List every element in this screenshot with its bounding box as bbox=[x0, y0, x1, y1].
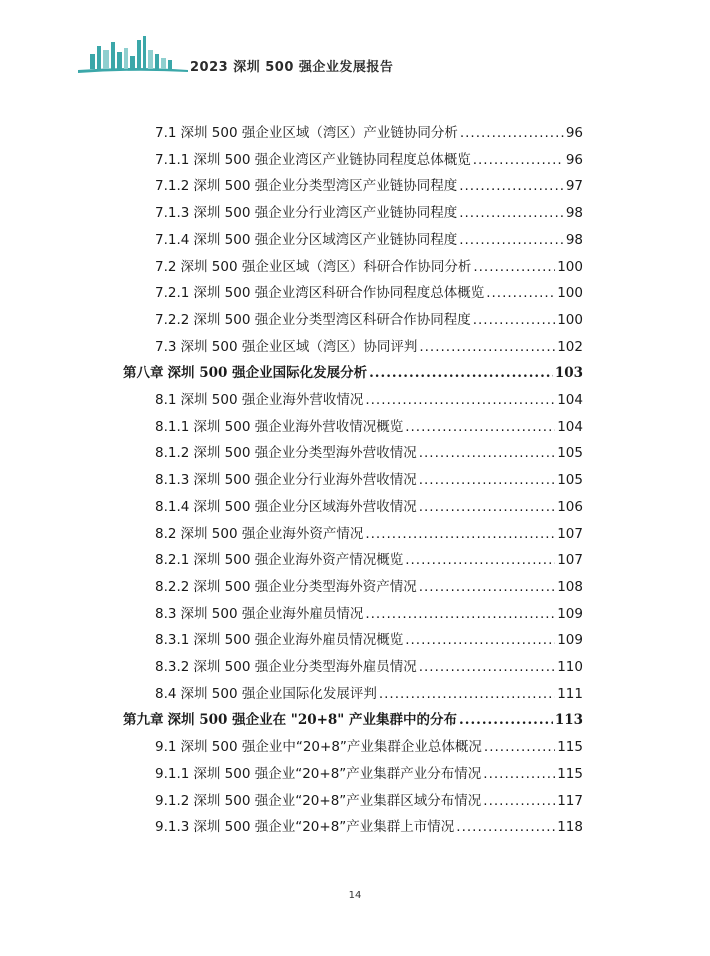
toc-entry-number: 9.1.2 bbox=[155, 792, 190, 809]
toc-entry-title: 深圳 500 强企业湾区科研合作协同程度总体概览 bbox=[193, 285, 485, 302]
toc-entry[interactable] bbox=[155, 176, 583, 196]
toc-entry-page: 115 bbox=[557, 765, 583, 782]
toc-dot-leader bbox=[419, 497, 556, 517]
toc-entry-number: 8.1.2 bbox=[155, 445, 190, 462]
toc-dot-leader bbox=[419, 657, 556, 677]
toc-dot-leader bbox=[486, 283, 555, 303]
page-number: 14 bbox=[348, 890, 362, 901]
toc-entry-number: 8.3 bbox=[155, 605, 177, 622]
toc-entry[interactable] bbox=[155, 337, 583, 357]
toc-dot-leader bbox=[419, 577, 556, 597]
toc-entry-page: 96 bbox=[565, 125, 583, 141]
toc-entry-page: 117 bbox=[557, 792, 583, 809]
toc-entry[interactable] bbox=[155, 737, 583, 757]
toc-dot-leader bbox=[473, 310, 556, 330]
toc-entry[interactable] bbox=[155, 550, 583, 570]
toc-entry-title: 深圳 500 强企业分类型海外雇员情况 bbox=[193, 659, 417, 675]
toc-dot-leader bbox=[460, 123, 564, 143]
toc-entry-number: 7.1.4 bbox=[155, 231, 190, 248]
toc-entry[interactable] bbox=[155, 791, 583, 811]
toc-entry-page: 103 bbox=[554, 365, 583, 382]
toc-entry-page: 105 bbox=[557, 472, 583, 489]
toc-entry-number: 7.3 bbox=[155, 338, 177, 355]
toc-entry-title: 深圳 500 强企业分行业海外营收情况 bbox=[193, 472, 417, 489]
toc-entry-page: 108 bbox=[557, 578, 583, 595]
toc-entry-number: 8.3.2 bbox=[155, 659, 190, 675]
toc-entry-title: 深圳 500 强企业国际化发展分析 bbox=[167, 365, 368, 382]
toc-entry[interactable] bbox=[155, 443, 583, 463]
toc-entry-number: 8.2.1 bbox=[155, 552, 190, 569]
toc-entry-number: 8.2 bbox=[155, 525, 177, 542]
toc-entry[interactable] bbox=[155, 390, 583, 410]
toc-entry-page: 107 bbox=[557, 552, 583, 569]
toc-entry-number: 7.2.2 bbox=[155, 311, 190, 328]
toc-entry-number: 第九章 bbox=[123, 712, 164, 729]
toc-dot-leader bbox=[419, 337, 555, 357]
toc-entry-page: 118 bbox=[557, 819, 583, 836]
toc-dot-leader bbox=[483, 764, 555, 784]
toc-entry-number: 9.1 bbox=[155, 739, 177, 756]
toc-entry-page: 107 bbox=[557, 525, 583, 542]
toc-entry-title: 深圳 500 强企业分区域湾区产业链协同程度 bbox=[193, 231, 458, 248]
report-title: 2023 深圳 500 强企业发展报告 bbox=[190, 60, 394, 75]
toc-entry-page: 109 bbox=[557, 632, 583, 649]
toc-entry-page: 102 bbox=[557, 338, 583, 355]
toc-dot-leader bbox=[459, 230, 564, 250]
toc-entry-number: 9.1.3 bbox=[155, 819, 190, 836]
toc-entry[interactable] bbox=[155, 203, 583, 223]
toc-entry[interactable] bbox=[155, 150, 583, 170]
toc-entry-page: 110 bbox=[557, 659, 583, 675]
toc-entry-title: 深圳 500 强企业在 "20+8" 产业集群中的分布 bbox=[167, 712, 458, 729]
toc-entry-number: 7.1 bbox=[155, 125, 177, 141]
toc-entry[interactable] bbox=[155, 230, 583, 250]
toc-dot-leader bbox=[419, 443, 556, 463]
toc-entry-title: 深圳 500 强企业湾区产业链协同程度总体概览 bbox=[193, 151, 471, 168]
toc-entry-number: 8.1.4 bbox=[155, 498, 190, 515]
toc-dot-leader bbox=[365, 524, 555, 544]
toc-entry[interactable] bbox=[155, 630, 583, 650]
toc-entry[interactable] bbox=[155, 123, 583, 143]
toc-entry-number: 7.1.1 bbox=[155, 151, 190, 168]
toc-entry-number: 7.1.3 bbox=[155, 205, 190, 222]
toc-entry-number: 7.1.2 bbox=[155, 178, 190, 195]
toc-dot-leader bbox=[483, 791, 555, 811]
toc-entry-title: 深圳 500 强企业区域（湾区）协同评判 bbox=[180, 338, 418, 355]
toc-entry-title: 深圳 500 强企业分类型湾区科研合作协同程度 bbox=[193, 311, 471, 328]
toc-entry[interactable] bbox=[155, 257, 583, 277]
toc-entry-title: 深圳 500 强企业中“20+8”产业集群企业总体概况 bbox=[180, 739, 482, 756]
toc-dot-leader bbox=[365, 604, 555, 624]
toc-dot-leader bbox=[473, 257, 555, 277]
toc-dot-leader bbox=[369, 363, 553, 383]
toc-entry[interactable] bbox=[155, 310, 583, 330]
toc-entry-number: 8.3.1 bbox=[155, 632, 190, 649]
toc-entry[interactable] bbox=[155, 577, 583, 597]
toc-entry-number: 8.2.2 bbox=[155, 578, 190, 595]
toc-entry[interactable] bbox=[155, 497, 583, 517]
toc-dot-leader bbox=[459, 203, 564, 223]
toc-entry-page: 111 bbox=[557, 685, 583, 702]
toc-dot-leader bbox=[405, 550, 555, 570]
toc-entry[interactable] bbox=[155, 657, 583, 677]
toc-entry-title: 深圳 500 强企业区域（湾区）产业链协同分析 bbox=[180, 125, 458, 141]
toc-dot-leader bbox=[473, 150, 564, 170]
toc-entry-number: 第八章 bbox=[123, 365, 164, 382]
toc-entry-title: 深圳 500 强企业分类型海外资产情况 bbox=[193, 578, 417, 595]
toc-dot-leader bbox=[405, 630, 555, 650]
toc-dot-leader bbox=[484, 737, 555, 757]
toc-entry-title: 深圳 500 强企业分区域海外营收情况 bbox=[193, 498, 417, 515]
toc-dot-leader bbox=[419, 470, 556, 490]
toc-entry[interactable] bbox=[155, 417, 583, 437]
toc-chapter-entry[interactable] bbox=[123, 710, 583, 730]
toc-entry-page: 98 bbox=[565, 231, 583, 248]
toc-entry-number: 8.1.1 bbox=[155, 418, 190, 435]
toc-dot-leader bbox=[459, 176, 564, 196]
toc-dot-leader bbox=[405, 417, 555, 437]
toc-entry-page: 109 bbox=[557, 605, 583, 622]
toc-entry-title: 深圳 500 强企业海外雇员情况 bbox=[180, 605, 364, 622]
toc-entry[interactable] bbox=[155, 524, 583, 544]
toc-entry-title: 深圳 500 强企业海外营收情况 bbox=[180, 392, 364, 408]
toc-entry-title: 深圳 500 强企业分行业湾区产业链协同程度 bbox=[193, 205, 458, 222]
toc-entry-page: 106 bbox=[557, 498, 583, 515]
toc-dot-leader bbox=[365, 390, 555, 410]
toc-entry-page: 98 bbox=[565, 205, 583, 222]
toc-entry-page: 105 bbox=[557, 445, 583, 462]
toc-entry-page: 100 bbox=[557, 258, 583, 275]
toc-entry-title: 深圳 500 强企业分类型湾区产业链协同程度 bbox=[193, 178, 458, 195]
toc-entry[interactable] bbox=[155, 604, 583, 624]
toc-entry-title: 深圳 500 强企业国际化发展评判 bbox=[180, 685, 377, 702]
toc-entry[interactable] bbox=[155, 470, 583, 490]
toc-entry[interactable] bbox=[155, 764, 583, 784]
toc-entry-number: 8.1 bbox=[155, 392, 177, 408]
toc-entry-title: 深圳 500 强企业海外资产情况概览 bbox=[193, 552, 404, 569]
toc-entry[interactable] bbox=[155, 283, 583, 303]
toc-entry-page: 104 bbox=[557, 418, 583, 435]
toc-dot-leader bbox=[459, 710, 553, 730]
toc-entry-title: 深圳 500 强企业“20+8”产业集群上市情况 bbox=[193, 819, 455, 836]
toc-entry-title: 深圳 500 强企业“20+8”产业集群产业分布情况 bbox=[193, 765, 482, 782]
toc-dot-leader bbox=[379, 684, 555, 704]
toc-dot-leader bbox=[456, 817, 555, 837]
toc-entry-number: 8.4 bbox=[155, 685, 177, 702]
toc-entry-number: 7.2 bbox=[155, 258, 177, 275]
toc-entry-title: 深圳 500 强企业分类型海外营收情况 bbox=[193, 445, 417, 462]
toc-entry-page: 100 bbox=[557, 311, 583, 328]
toc-entry[interactable] bbox=[155, 684, 583, 704]
toc-entry-title: 深圳 500 强企业区域（湾区）科研合作协同分析 bbox=[180, 258, 472, 275]
toc-entry-title: 深圳 500 强企业海外雇员情况概览 bbox=[193, 632, 404, 649]
toc-entry[interactable] bbox=[155, 817, 583, 837]
toc-entry-number: 7.2.1 bbox=[155, 285, 190, 302]
toc-entry-page: 96 bbox=[565, 151, 583, 168]
toc-entry-title: 深圳 500 强企业海外资产情况 bbox=[180, 525, 364, 542]
toc-entry-page: 115 bbox=[557, 739, 583, 756]
toc-entry-page: 100 bbox=[557, 285, 583, 302]
toc-entry-title: 深圳 500 强企业海外营收情况概览 bbox=[193, 418, 404, 435]
toc-entry-page: 97 bbox=[565, 178, 583, 195]
toc-entry-number: 8.1.3 bbox=[155, 472, 190, 489]
toc-entry-number: 9.1.1 bbox=[155, 765, 190, 782]
toc-entry-page: 104 bbox=[557, 392, 583, 408]
toc-entry-page: 113 bbox=[554, 712, 583, 729]
toc-entry-title: 深圳 500 强企业“20+8”产业集群区域分布情况 bbox=[193, 792, 482, 809]
toc-chapter-entry[interactable] bbox=[123, 363, 583, 383]
